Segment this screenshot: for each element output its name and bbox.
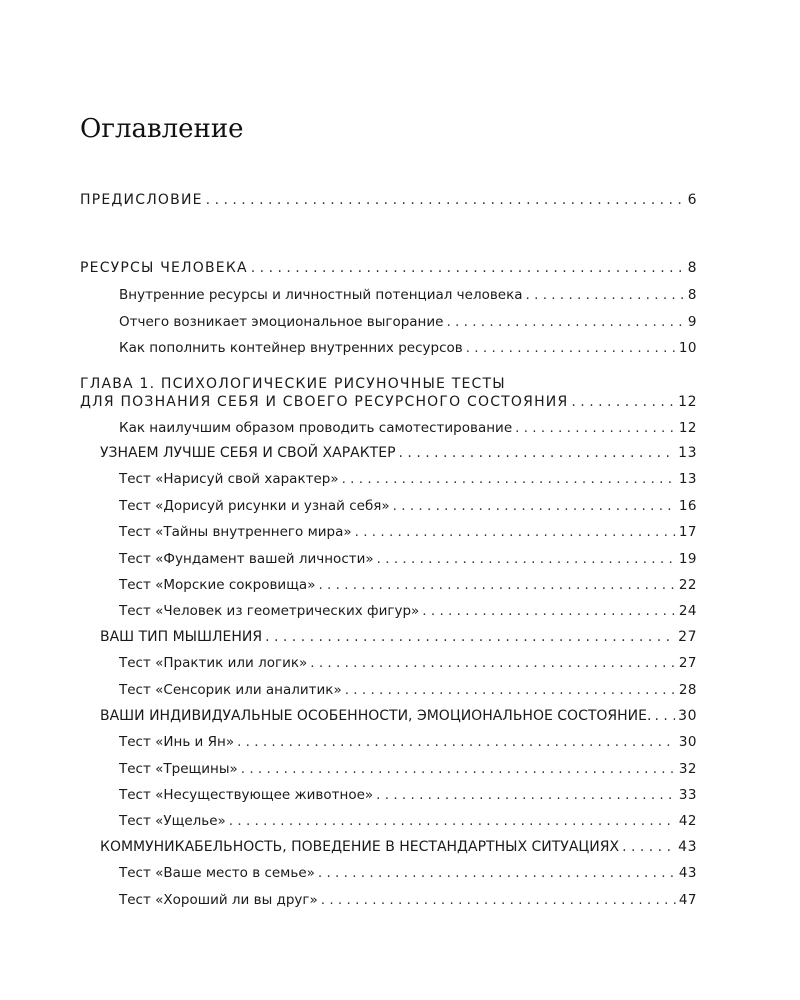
toc-entry-page: 10 — [678, 340, 697, 356]
page-title: Оглавление — [80, 114, 244, 144]
dot-leader — [399, 444, 676, 462]
dot-leader — [466, 339, 676, 357]
toc-entry[interactable] — [119, 470, 697, 488]
toc-entry-title: ПРЕДИСЛОВИЕ — [80, 192, 203, 208]
dot-leader — [393, 497, 676, 515]
chapter-1-title-line1: ГЛАВА 1. ПСИХОЛОГИЧЕСКИЕ РИСУНОЧНЫЕ ТЕСТЫ — [80, 376, 506, 392]
toc-entry-page: 19 — [678, 551, 697, 567]
toc-entry-page: 17 — [678, 524, 697, 540]
toc-entry[interactable] — [119, 313, 697, 331]
dot-leader — [422, 602, 676, 620]
dot-leader — [622, 838, 675, 856]
toc-section[interactable] — [100, 444, 697, 462]
toc-entry-page: 8 — [687, 287, 697, 303]
toc-entry[interactable] — [119, 891, 697, 909]
toc-entry-page: 27 — [678, 655, 697, 671]
toc-entry-title: Тест «Ваше место в семье» — [119, 865, 315, 881]
toc-entry-page: 24 — [678, 603, 697, 619]
dot-leader — [229, 812, 676, 830]
toc-entry-title: Тест «Тайны внутреннего мира» — [119, 524, 352, 540]
toc-entry[interactable] — [119, 602, 697, 620]
toc-entry-title: Как пополнить контейнер внутренних ресурсов — [119, 340, 463, 356]
toc-entry[interactable] — [119, 786, 697, 804]
toc-entry[interactable] — [119, 733, 697, 751]
toc-entry-title: Тест «Трещины» — [119, 761, 238, 777]
toc-entry-resources[interactable] — [80, 259, 697, 277]
toc-entry-page: 13 — [678, 445, 697, 461]
toc-entry-title: Тест «Инь и Ян» — [119, 734, 235, 750]
dot-leader — [321, 891, 676, 909]
toc-entry-title: Тест «Морские сокровища» — [119, 577, 316, 593]
toc-entry-page: 16 — [678, 498, 697, 514]
toc-entry-page: 28 — [678, 682, 697, 698]
toc-entry[interactable] — [119, 523, 697, 541]
toc-entry-title: УЗНАЕМ ЛУЧШЕ СЕБЯ И СВОЙ ХАРАКТЕР — [100, 445, 396, 461]
toc-entry-title: ВАШИ ИНДИВИДУАЛЬНЫЕ ОСОБЕННОСТИ, ЭМОЦИОНАЛЬНОЕ СОСТОЯНИЕ. — [100, 708, 652, 724]
toc-entry-title: ДЛЯ ПОЗНАНИЯ СЕБЯ И СВОЕГО РЕСУРСНОГО СОСТОЯНИЯ — [80, 394, 569, 410]
toc-entry-title: Тест «Нарисуй свой характер» — [119, 471, 339, 487]
dot-leader — [206, 191, 685, 209]
toc-entry[interactable] — [119, 681, 697, 699]
toc-entry-title: Тест «Несуществующее животное» — [119, 787, 374, 803]
toc-entry-page: 6 — [687, 192, 697, 208]
toc-entry-title: Тест «Хороший ли вы друг» — [119, 892, 318, 908]
toc-entry[interactable] — [119, 576, 697, 594]
dot-leader — [345, 681, 676, 699]
toc-entry-page: 12 — [678, 420, 697, 436]
toc-entry-title: Тест «Человек из геометрических фигур» — [119, 603, 420, 619]
dot-leader — [355, 523, 676, 541]
toc-entry-title: Тест «Практик или логик» — [119, 655, 308, 671]
toc-entry[interactable] — [119, 286, 697, 304]
dot-leader — [376, 786, 676, 804]
toc-entry-title: ВАШ ТИП МЫШЛЕНИЯ — [100, 629, 263, 645]
toc-entry-page: 43 — [678, 839, 697, 855]
dot-leader — [241, 760, 676, 778]
dot-leader — [251, 259, 685, 277]
dot-leader — [318, 576, 675, 594]
dot-leader — [526, 286, 685, 304]
toc-section[interactable] — [100, 628, 697, 646]
toc-entry-page: 47 — [678, 892, 697, 908]
toc-section[interactable] — [100, 707, 697, 725]
toc-entry-page: 30 — [678, 734, 697, 750]
toc-entry-title: Как наилучшим образом проводить самотестирование — [119, 420, 513, 436]
toc-entry-title: Тест «Сенсорик или аналитик» — [119, 682, 342, 698]
dot-leader — [318, 864, 676, 882]
toc-entry-page: 32 — [678, 761, 697, 777]
toc-entry-preface[interactable] — [80, 191, 697, 209]
dot-leader — [515, 419, 676, 437]
toc-entry-page: 12 — [678, 394, 697, 410]
dot-leader — [342, 470, 676, 488]
toc-entry-page: 30 — [678, 708, 697, 724]
toc-entry-page: 22 — [678, 577, 697, 593]
toc-entry[interactable] — [119, 654, 697, 672]
toc-entry[interactable] — [119, 760, 697, 778]
toc-entry-page: 13 — [678, 471, 697, 487]
toc-entry-page: 43 — [678, 865, 697, 881]
toc-entry-title: Тест «Фундамент вашей личности» — [119, 551, 374, 567]
dot-leader — [446, 313, 684, 331]
toc-entry[interactable] — [119, 812, 697, 830]
toc-entry[interactable] — [119, 864, 697, 882]
toc-entry-title: Внутренние ресурсы и личностный потенциал человека — [119, 287, 523, 303]
dot-leader — [237, 733, 676, 751]
dot-leader — [265, 628, 675, 646]
toc-entry-title: Тест «Ущелье» — [119, 813, 226, 829]
toc-entry-page: 42 — [678, 813, 697, 829]
toc-entry[interactable] — [119, 419, 697, 437]
toc-section[interactable] — [100, 838, 697, 856]
toc-entry-page: 27 — [678, 629, 697, 645]
dot-leader — [654, 707, 675, 725]
toc-entry[interactable] — [119, 550, 697, 568]
toc-entry[interactable] — [119, 339, 697, 357]
toc-entry-chapter-1[interactable] — [80, 393, 697, 411]
toc-entry[interactable] — [119, 497, 697, 515]
dot-leader — [310, 654, 676, 672]
toc-entry-page: 33 — [678, 787, 697, 803]
toc-entry-title: Тест «Дорисуй рисунки и узнай себя» — [119, 498, 390, 514]
toc-entry-title: КОММУНИКАБЕЛЬНОСТЬ, ПОВЕДЕНИЕ В НЕСТАНДАРТНЫХ СИТУАЦИЯХ — [100, 839, 620, 855]
toc-entry-title: РЕСУРСЫ ЧЕЛОВЕКА — [80, 260, 248, 276]
toc-entry-page: 9 — [687, 314, 697, 330]
toc-entry-title: Отчего возникает эмоциональное выгорание — [119, 314, 444, 330]
dot-leader — [571, 393, 675, 411]
toc-entry-page: 8 — [687, 260, 697, 276]
dot-leader — [377, 550, 676, 568]
